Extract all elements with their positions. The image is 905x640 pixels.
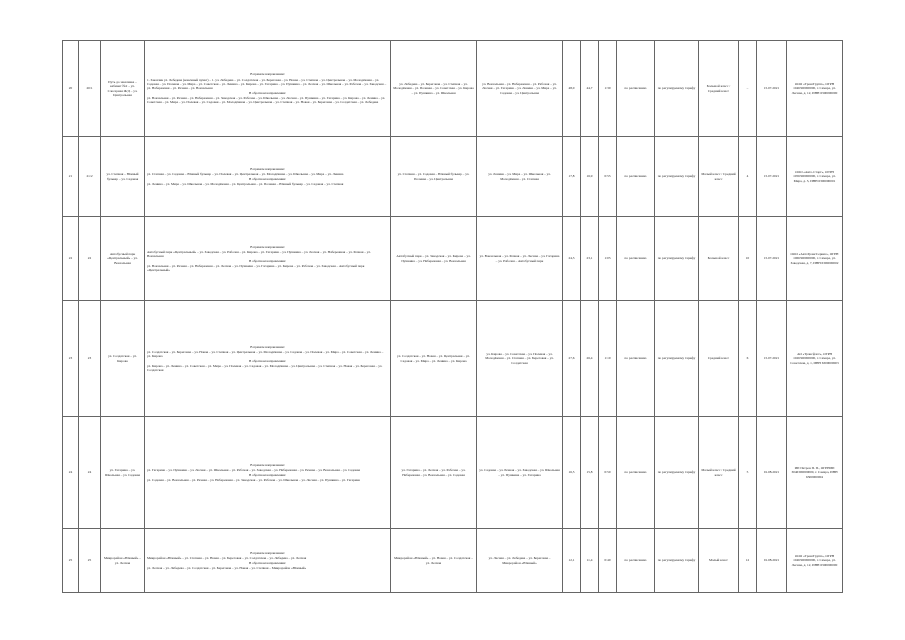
- stops-forward-cell: [391, 41, 477, 137]
- carrier-text: ООО «ТрансГрупп», ОГРН 1046300000000, г. Самара, ул. Лесная, д. 12, ИНН 6300000000: [791, 82, 838, 95]
- num-text: 25: [68, 558, 73, 563]
- route-path-cell: [145, 417, 391, 529]
- vehicle-count-cell: [739, 301, 757, 417]
- route-code-cell: [79, 217, 101, 301]
- len2-text: 26,4: [586, 356, 593, 361]
- vehicle-class-cell: [699, 529, 739, 593]
- dur-text: 1:05: [604, 256, 611, 261]
- date-text: 15.07.2021: [763, 356, 780, 361]
- stops-back-text: ул. Кирова – ул. Советская – ул. Полевая – ул. Молодёжная – ул. Степная – ул. Береговая – ул. Солдатская: [485, 352, 554, 365]
- tariff-text: по регулируемому тарифу: [657, 356, 696, 361]
- stops-fwd-text: ул. Солдатская – ул. Новая – ул. Центральная – ул. Садовая – ул. Мира – ул. Ленина – ул. Кирова: [397, 354, 470, 363]
- name-text: Микрорайон «Южный» – ул. Лесная: [104, 556, 141, 565]
- len2-text: 15,8: [586, 470, 593, 475]
- order-cell: [617, 41, 655, 137]
- order-text: по расписанию: [624, 174, 647, 179]
- duration-cell: [599, 417, 617, 529]
- carrier-text: ООО «ТрансГрупп», ОГРН 1046300000000, г. Самара, ул. Лесная, д. 12, ИНН 6300000000: [791, 554, 838, 567]
- name-text: Автобусный парк «Центральный» – ул. Вокзальная: [107, 252, 138, 265]
- vehicle-text: Большой класс / Средний класс: [706, 84, 731, 93]
- route-head-text: В прямом направлении:: [250, 550, 285, 555]
- route-back-text: ул. Вокзальная – ул. Речная – ул. Набережная – ул. Лесная – ул. Пушкина – ул. Гагарина – ул. Кирова – ул. Рабочая – ул. Заводская – Автобусный парк «Центральный»: [147, 263, 365, 273]
- route-fwd-text: ул. Степная – ул. Садовая – Южный бульвар – ул. Полевая – ул. Центральная – ул. Молодёжная – ул. Школьная – ул. Мира – ул. Ленина: [147, 172, 344, 177]
- carrier-cell: [787, 41, 843, 137]
- len2-text: 44,7: [586, 86, 593, 91]
- length-cell: [563, 529, 581, 593]
- route-path-cell: [145, 41, 391, 137]
- length-back-cell: [581, 137, 599, 217]
- count-text: 4: [746, 174, 749, 179]
- table-row: [63, 301, 843, 417]
- route-registry-table: [62, 40, 843, 593]
- vehicle-class-cell: [699, 301, 739, 417]
- len-text: 16,5: [568, 470, 575, 475]
- stops-back-cell: [477, 137, 563, 217]
- stops-back-cell: [477, 301, 563, 417]
- table-row: [63, 217, 843, 301]
- start-date-cell: [757, 41, 787, 137]
- code-text: 23: [87, 356, 92, 361]
- stops-back-text: ул. Вокзальная – ул. Речная – ул. Лесная – ул. Гагарина – ул. Рабочая – Автобусный парк: [479, 254, 560, 263]
- len-text: 27,6: [568, 356, 575, 361]
- carrier-cell: [787, 137, 843, 217]
- order-text: по расписанию: [624, 256, 647, 261]
- carrier-text: АО «Трансфлот», ОГРН 1026300000000, г. Самара, ул. Советская, д. 1, ИНН 6300000003: [790, 352, 839, 365]
- vehicle-text: Малый класс: [708, 558, 729, 563]
- row-number-cell: [63, 217, 79, 301]
- code-text: 21/2: [86, 174, 93, 179]
- stops-forward-cell: [391, 529, 477, 593]
- vehicle-count-cell: [739, 41, 757, 137]
- count-text: 10: [745, 256, 750, 261]
- date-text: 15.07.2021: [763, 256, 780, 261]
- len2-text: 11,4: [586, 558, 593, 563]
- date-text: 01.08.2021: [763, 558, 780, 563]
- route-fwd-text: ул. Гагарина – ул. Пушкина – ул. Лесная – ул. Школьная – ул. Рабочая – ул. Заводская – ул. Набережная – ул. Речная – ул. Вокзальная – ул. Садовая: [147, 468, 360, 473]
- route-back-head-text: В обратном направлении:: [249, 258, 286, 263]
- start-date-cell: [757, 417, 787, 529]
- tariff-cell: [655, 301, 699, 417]
- stops-back-cell: [477, 217, 563, 301]
- row-number-cell: [63, 301, 79, 417]
- dur-text: 1:10: [604, 356, 611, 361]
- stops-forward-cell: [391, 137, 477, 217]
- vehicle-class-cell: [699, 137, 739, 217]
- num-text: 24: [68, 470, 73, 475]
- length-cell: [563, 301, 581, 417]
- route-back-head-text: В обратном направлении:: [249, 176, 286, 181]
- stops-fwd-text: ул. Лебедева – ул. Береговая – ул. Степная – ул. Молодёжная – ул. Полевая – ул. Советская – ул. Кирова – ул. Пушкина – ул. Школьная: [393, 82, 474, 95]
- route-head-text: В прямом направлении:: [250, 344, 285, 349]
- tariff-text: по регулируемому тарифу: [657, 558, 696, 563]
- order-cell: [617, 529, 655, 593]
- stops-back-text: ул. Лесная – ул. Лебедева – ул. Береговая – Микрорайон «Южный»: [488, 556, 551, 565]
- stops-back-text: ул. Вокзальная – ул. Набережная – ул. Рабочая – ул. Лесная – ул. Гагарина – ул. Ленина – ул. Мира – ул. Садовая – ул. Центральная: [482, 82, 557, 95]
- name-text: ул. Гагарина – ул. Школьная – ул. Садовая: [105, 468, 140, 477]
- tariff-text: по регулируемому тарифу: [657, 174, 696, 179]
- vehicle-count-cell: [739, 417, 757, 529]
- order-text: по расписанию: [624, 558, 647, 563]
- length-back-cell: [581, 301, 599, 417]
- stops-forward-cell: [391, 417, 477, 529]
- route-back-head-text: В обратном направлении:: [249, 90, 286, 95]
- order-text: по расписанию: [624, 356, 647, 361]
- stops-fwd-text: ул. Степная – ул. Садовая – Южный бульвар – ул. Полевая – ул. Центральная: [397, 172, 470, 181]
- order-cell: [617, 417, 655, 529]
- dur-text: 0:40: [604, 558, 611, 563]
- stops-back-text: ул. Садовая – ул. Речная – ул. Заводская – ул. Школьная – ул. Пушкина – ул. Гагарина: [479, 468, 560, 477]
- stops-fwd-text: ул. Гагарина – ул. Лесная – ул. Рабочая – ул. Набережная – ул. Вокзальная – ул. Садовая: [401, 468, 466, 477]
- row-number-cell: [63, 417, 79, 529]
- order-cell: [617, 217, 655, 301]
- carrier-cell: [787, 301, 843, 417]
- length-back-cell: [581, 529, 599, 593]
- stops-fwd-text: Микрорайон «Южный» – ул. Новая – ул. Солдатская – ул. Лесная: [394, 556, 473, 565]
- len-text: 48,0: [568, 86, 575, 91]
- vehicle-count-cell: [739, 137, 757, 217]
- route-path-cell: [145, 529, 391, 593]
- len2-text: 16,9: [586, 174, 593, 179]
- route-back-text: ул. Ленина – ул. Мира – ул. Школьная – ул. Молодёжная – ул. Центральная – ул. Полевая – Южный бульвар – ул. Садовая – ул. Степная: [147, 181, 344, 186]
- count-text: 12: [745, 558, 750, 563]
- tariff-cell: [655, 217, 699, 301]
- route-code-cell: [79, 137, 101, 217]
- vehicle-text: Малый класс / Средний класс: [701, 172, 736, 181]
- len-text: 24,3: [568, 256, 575, 261]
- num-text: 22: [68, 256, 73, 261]
- tariff-text: по регулируемому тарифу: [657, 86, 696, 91]
- code-text: 25: [87, 558, 92, 563]
- route-name-cell: [101, 417, 145, 529]
- length-cell: [563, 217, 581, 301]
- start-date-cell: [757, 137, 787, 217]
- table-row: [63, 41, 843, 137]
- route-head-text: В прямом направлении:: [250, 166, 285, 171]
- carrier-cell: [787, 417, 843, 529]
- dur-text: 0:55: [604, 174, 611, 179]
- table-row: [63, 529, 843, 593]
- length-cell: [563, 41, 581, 137]
- duration-cell: [599, 301, 617, 417]
- date-text: 15.07.2021: [763, 174, 780, 179]
- row-number-cell: [63, 41, 79, 137]
- route-back-text: ул. Лесная – ул. Лебедева – ул. Солдатская – ул. Береговая – ул. Новая – ул. Степная – Микрорайон «Южный»: [147, 565, 307, 570]
- length-back-cell: [581, 217, 599, 301]
- duration-cell: [599, 41, 617, 137]
- duration-cell: [599, 217, 617, 301]
- route-fwd-text: Микрорайон «Южный» – ул. Степная – ул. Новая – ул. Береговая – ул. Солдатская – ул. Лебедева – ул. Лесная: [147, 556, 307, 561]
- vehicle-count-cell: [739, 217, 757, 301]
- num-text: 20: [68, 86, 73, 91]
- duration-cell: [599, 137, 617, 217]
- length-cell: [563, 137, 581, 217]
- carrier-text: ООО «Авто-Старт», ОГРН 1056300000000, г. Самара, ул. Мира, д. 3, ИНН 6300000001: [793, 170, 836, 183]
- vehicle-text: Малый класс / Средний класс: [701, 468, 736, 477]
- route-back-text: ул. Вокзальная – ул. Речная – ул. Набережная – ул. Заводская – ул. Рабочая – ул. Школьная – ул. Лесная – ул. Пушкина – ул. Гагарина – ул. Кирова – ул. Ленина – ул. Советская – ул. Мира – ул. Полевая – ул. Садовая – ул. Молодёжная – ул. Центральная – ул. Степная – ул. Новая – ул. Береговая – ул. Солдатская – ул. Лебедева: [147, 95, 386, 105]
- route-fwd-text: ул. Солдатская – ул. Береговая – ул. Новая – ул. Степная – ул. Центральная – ул. Молодёжная – ул. Садовая – ул. Полевая – ул. Мира – ул. Советская – ул. Ленина – ул. Кирова: [147, 349, 384, 359]
- route-fwd-text: 1. Заказчик ул. Лебедева (конечный пункт) – 1. ул. Лебедева – ул. Солдатская – ул. Береговая – ул. Новая – ул. Степная – ул. Центральная – ул. Молодёжная – ул. Садовая – ул. Полевая – ул. Мира – ул. Советская – ул. Ленина – ул. Кирова – ул. Гагарина – ул. Пушкина – ул. Лесная – ул. Школьная – ул. Рабочая – ул. Заводская – ул. Набережная – ул. Речная – ул. Вокзальная: [147, 77, 387, 91]
- length-back-cell: [581, 417, 599, 529]
- route-name-cell: [101, 217, 145, 301]
- order-text: по расписанию: [624, 470, 647, 475]
- stops-fwd-text: Автобусный парк – ул. Заводская – ул. Кирова – ул. Пушкина – ул. Набережная – ул. Вокзальная: [396, 254, 471, 263]
- length-cell: [563, 417, 581, 529]
- len-text: 17,8: [568, 174, 575, 179]
- carrier-text: ИП Петров П. П., ОГРНИП 3046300000000, г. Самара, ИНН 6300000004: [791, 466, 838, 479]
- route-back-head-text: В обратном направлении:: [249, 472, 286, 477]
- duration-cell: [599, 529, 617, 593]
- dur-text: 0:50: [604, 470, 611, 475]
- tariff-text: по регулируемому тарифу: [657, 256, 696, 261]
- route-name-cell: [101, 529, 145, 593]
- num-text: 21: [68, 174, 73, 179]
- len-text: 12,1: [568, 558, 575, 563]
- route-back-text: ул. Садовая – ул. Вокзальная – ул. Речная – ул. Набережная – ул. Заводская – ул. Рабочая – ул. Школьная – ул. Лесная – ул. Пушкина – ул. Гагарина: [147, 477, 360, 482]
- code-text: 24: [87, 470, 92, 475]
- stops-back-cell: [477, 41, 563, 137]
- route-path-cell: [145, 217, 391, 301]
- route-code-cell: [79, 301, 101, 417]
- stops-back-text: ул. Ленина – ул. Мира – ул. Школьная – ул. Молодёжная – ул. Степная: [488, 172, 551, 181]
- route-head-text: В прямом направлении:: [250, 244, 285, 249]
- route-fwd-text: Автобусный парк «Центральный» – ул. Заводская – ул. Рабочая – ул. Кирова – ул. Гагарина – ул. Пушкина – ул. Лесная – ул. Набережная – ул. Речная – ул. Вокзальная: [147, 249, 371, 259]
- start-date-cell: [757, 217, 787, 301]
- route-code-cell: [79, 529, 101, 593]
- dur-text: 1:30: [604, 86, 611, 91]
- stops-back-cell: [477, 529, 563, 593]
- route-name-cell: [101, 301, 145, 417]
- row-number-cell: [63, 529, 79, 593]
- route-back-text: ул. Кирова – ул. Ленина – ул. Советская – ул. Мира – ул. Полевая – ул. Садовая – ул. Молодёжная – ул. Центральная – ул. Степная – ул. Новая – ул. Береговая – ул. Солдатская: [147, 363, 383, 373]
- stops-back-cell: [477, 417, 563, 529]
- route-code-cell: [79, 417, 101, 529]
- table-row: [63, 137, 843, 217]
- name-text: Путь до заказчика – кабинет №2 – ул. Слесарная Ж/Д – ул. Центральная: [107, 79, 138, 97]
- table-row: [63, 417, 843, 529]
- route-head-text: В прямом направлении:: [250, 462, 285, 467]
- vehicle-text: Большой класс: [707, 256, 730, 261]
- tariff-cell: [655, 529, 699, 593]
- code-text: 20/1: [86, 86, 93, 91]
- start-date-cell: [757, 529, 787, 593]
- carrier-cell: [787, 529, 843, 593]
- count-text: 6: [746, 356, 749, 361]
- tariff-cell: [655, 417, 699, 529]
- tariff-cell: [655, 41, 699, 137]
- vehicle-class-cell: [699, 417, 739, 529]
- route-path-cell: [145, 301, 391, 417]
- stops-forward-cell: [391, 217, 477, 301]
- order-cell: [617, 301, 655, 417]
- count-text: –: [746, 86, 749, 91]
- vehicle-class-cell: [699, 217, 739, 301]
- route-name-cell: [101, 41, 145, 137]
- length-back-cell: [581, 41, 599, 137]
- date-text: 15.07.2021: [763, 86, 780, 91]
- route-path-cell: [145, 137, 391, 217]
- name-text: ул. Степная – Южный бульвар – ул. Садовая: [106, 172, 139, 181]
- len2-text: 23,1: [586, 256, 593, 261]
- vehicle-count-cell: [739, 529, 757, 593]
- route-code-cell: [79, 41, 101, 137]
- date-text: 01.08.2021: [763, 470, 780, 475]
- order-cell: [617, 137, 655, 217]
- count-text: 5: [746, 470, 749, 475]
- tariff-text: по регулируемому тарифу: [657, 470, 696, 475]
- name-text: ул. Солдатская – ул. Кирова: [108, 354, 137, 363]
- tariff-cell: [655, 137, 699, 217]
- vehicle-class-cell: [699, 41, 739, 137]
- row-number-cell: [63, 137, 79, 217]
- carrier-cell: [787, 217, 843, 301]
- start-date-cell: [757, 301, 787, 417]
- stops-forward-cell: [391, 301, 477, 417]
- route-back-head-text: В обратном направлении:: [249, 560, 286, 565]
- num-text: 23: [68, 356, 73, 361]
- vehicle-text: Средний класс: [707, 356, 730, 361]
- route-back-head-text: В обратном направлении:: [249, 358, 286, 363]
- code-text: 22: [87, 256, 92, 261]
- route-head-text: В прямом направлении:: [250, 72, 285, 77]
- route-name-cell: [101, 137, 145, 217]
- carrier-text: ООО «АвтоТрансСервис», ОГРН 1066300000000, г. Самара, ул. Заводская, д. 7, ИНН 6300000002: [790, 252, 839, 265]
- order-text: по расписанию: [624, 86, 647, 91]
